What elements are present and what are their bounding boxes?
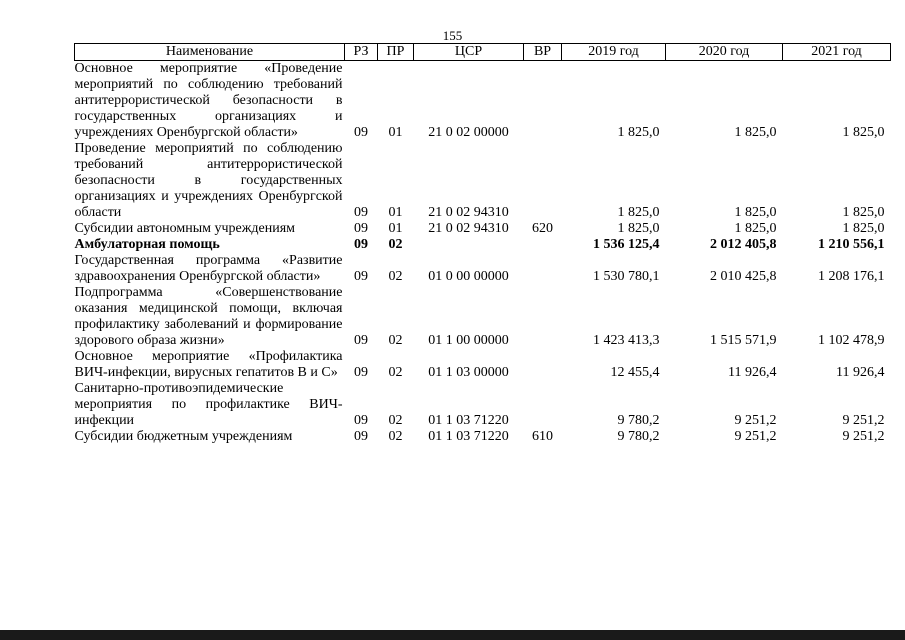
row-rz: 09 [354,269,368,284]
row-value-2020: 9 251,2 [734,429,777,444]
row-value-2021: 9 251,2 [842,429,885,444]
row-value-2020: 11 926,4 [728,365,777,380]
row-value-2020: 2 012 405,8 [710,237,777,252]
header-csr: ЦСР [414,44,524,61]
header-pr: ПР [378,44,414,61]
row-vr [524,61,562,142]
table-body [75,61,891,446]
budget-table [74,43,891,445]
row-csr: 21 0 02 94310 [428,205,509,220]
row-rz: 09 [354,237,368,252]
row-csr: 21 0 02 94310 [428,221,509,236]
row-value-2020: 2 010 425,8 [710,269,777,284]
row-value-2019: 1 536 125,4 [593,237,660,252]
row-csr: 01 1 03 71220 [428,413,509,428]
header-2019: 2019 год [562,44,666,61]
row-pr: 02 [388,413,403,428]
row-name: Основное мероприятие «Проведение мероприятий по соблюдению требований антитеррористической безопасности в государственных организациях и учреждениях Оренбургской области» [74,61,343,140]
row-name: Санитарно-противоэпидемические мероприятия по профилактике ВИЧ-инфекции [74,381,343,428]
row-rz: 09 [354,333,368,348]
row-value-2021: 11 926,4 [836,365,885,380]
row-rz: 09 [354,125,368,140]
row-name: Проведение мероприятий по соблюдению требований антитеррористической безопасности в государственных организациях и учреждениях Оренбургской области [74,141,343,220]
row-vr: 620 [532,221,553,236]
row-name: Подпрограмма «Совершенствование оказания медицинской помощи, включая профилактику заболеваний и формирование здорового образа жизни» [74,285,343,348]
row-pr: 01 [388,125,403,140]
row-name: Основное мероприятие «Профилактика ВИЧ-инфекции, вирусных гепатитов В и С» [74,349,343,380]
row-csr: 01 1 03 71220 [428,429,509,444]
row-value-2019: 1 530 780,1 [593,269,660,284]
row-vr [524,381,562,429]
row-vr [524,237,562,253]
table-row [75,285,891,349]
row-csr: 01 0 00 00000 [428,269,509,284]
row-csr: 01 1 03 00000 [428,365,509,380]
header-name: Наименование [75,44,345,61]
row-vr [524,349,562,381]
row-value-2019: 1 825,0 [617,221,660,236]
row-pr: 02 [388,333,403,348]
table-row [75,429,891,445]
row-csr [414,237,524,253]
table-row [75,141,891,221]
table-row [75,221,891,237]
row-value-2019: 1 825,0 [617,205,660,220]
row-csr: 21 0 02 00000 [428,125,509,140]
table-header [75,44,891,61]
table-row [75,237,891,253]
row-value-2021: 1 825,0 [842,221,885,236]
table-row [75,61,891,142]
header-row [75,44,891,61]
row-value-2020: 9 251,2 [734,413,777,428]
row-name: Амбулаторная помощь [74,237,220,252]
row-rz: 09 [354,365,368,380]
header-2021: 2021 год [783,44,891,61]
row-value-2021: 1 825,0 [842,125,885,140]
row-value-2020: 1 825,0 [734,125,777,140]
row-vr [524,253,562,285]
row-vr [524,141,562,221]
row-rz: 09 [354,205,368,220]
row-pr: 02 [388,429,403,444]
row-value-2019: 1 825,0 [617,125,660,140]
row-value-2021: 1 208 176,1 [818,269,885,284]
table-row [75,349,891,381]
row-rz: 09 [354,221,368,236]
table-row [75,253,891,285]
row-value-2019: 1 423 413,3 [593,333,660,348]
row-value-2020: 1 515 571,9 [710,333,777,348]
row-vr: 610 [532,429,553,444]
header-2020: 2020 год [666,44,783,61]
row-value-2019: 12 455,4 [610,365,660,380]
row-pr: 02 [388,365,403,380]
row-value-2021: 1 825,0 [842,205,885,220]
row-csr: 01 1 00 00000 [428,333,509,348]
row-name: Субсидии бюджетным учреждениям [74,429,293,444]
row-value-2019: 9 780,2 [617,413,660,428]
row-value-2020: 1 825,0 [734,205,777,220]
page-number: 155 [442,28,463,43]
row-pr: 01 [388,221,403,236]
row-pr: 01 [388,205,403,220]
row-value-2020: 1 825,0 [734,221,777,236]
row-value-2021: 1 102 478,9 [818,333,885,348]
header-vr: ВР [524,44,562,61]
row-value-2021: 9 251,2 [842,413,885,428]
header-rz: РЗ [345,44,378,61]
row-vr [524,285,562,349]
table-row [75,381,891,429]
row-value-2021: 1 210 556,1 [818,237,885,252]
row-name: Государственная программа «Развитие здравоохранения Оренбургской области» [74,253,343,284]
row-value-2019: 9 780,2 [617,429,660,444]
scan-bottom-edge [0,630,905,640]
row-name: Субсидии автономным учреждениям [74,221,296,236]
row-pr: 02 [388,269,403,284]
row-rz: 09 [354,429,368,444]
row-pr: 02 [388,237,403,252]
row-rz: 09 [354,413,368,428]
